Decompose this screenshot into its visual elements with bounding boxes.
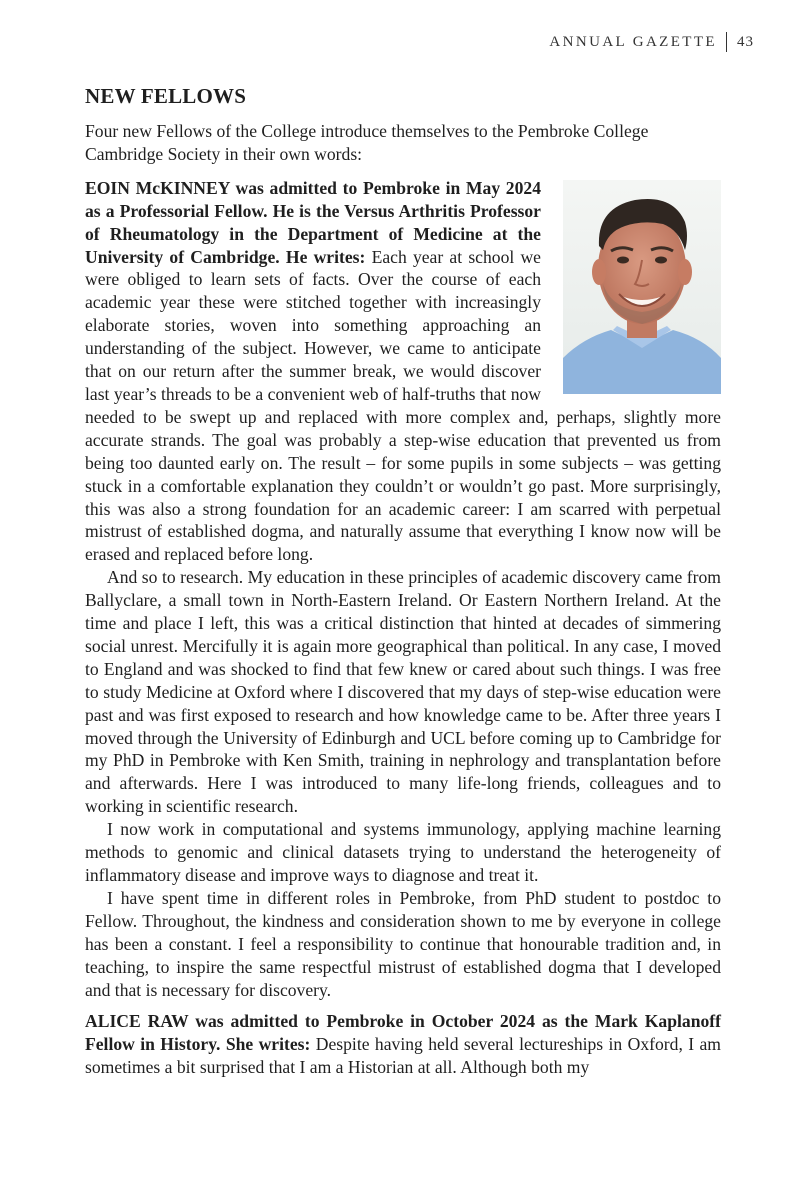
section-intro: Four new Fellows of the College introduce themselves to the Pembroke College Cambridge Society in their own words: [85, 121, 649, 164]
fellow-1-paragraph-3: I now work in computational and systems immunology, applying machine learning methods to genomic and clinical datasets trying to understand the heterogeneity of inflammatory disease and improve ways to diagnose and treat it. [85, 819, 721, 885]
fellow-portrait-photo [563, 180, 721, 394]
fellow-2-lead: ALICE RAW was admitted to Pembroke in October 2024 as the Mark Kaplanoff Fellow in History. She writes: [85, 1011, 721, 1055]
fellow-2-text-1: Despite having held several lectureships in Oxford, I am sometimes a bit surprised that I am a Historian at all. Although both my [85, 1034, 721, 1078]
section-title: NEW FELLOWS [85, 84, 247, 108]
page-number: 43 [737, 33, 754, 50]
portrait-illustration [563, 180, 721, 394]
header-divider [726, 32, 727, 52]
fellow-2-paragraph-1 [85, 1010, 721, 1079]
running-head [549, 32, 754, 52]
article [85, 82, 721, 1079]
fellow-1-text-1: Each year at school we were obliged to learn sets of facts. Over the course of each academic year these were stitched together with increasingly elaborate stories, woven into something approaching an understanding of the subject. However, we came to anticipate that on our return after the summer break, we would discover last year’s threads to be a convenient web of half-truths that now needed to be swept up and replaced with more complex and, perhaps, slightly more accurate strands. The goal was probably a step-wise education that prevented us from being too daunted early on. The result – for some pupils in some subjects – was getting stuck in a comfortable explanation they couldn’t or wouldn’t go past. More surprisingly, this was also a strong foundation for an academic career: I am scarred with perpetual mistrust of established dogma, and naturally assume that everything I know now will be erased and replaced before long. [85, 246, 721, 565]
fellow-1-lead: EOIN McKINNEY was admitted to Pembroke in May 2024 as a Professorial Fellow. He is the Versus Arthritis Professor of Rheumatology in the Department of Medicine at the University of Cambridge. He writes: [85, 177, 541, 267]
running-title: ANNUAL GAZETTE [549, 33, 717, 50]
fellow-1-paragraph-4: I have spent time in different roles in Pembroke, from PhD student to postdoc to Fellow. Throughout, the kindness and consideration shown to me by everyone in college has been a constant. I feel a responsibility to continue that honourable tradition and, in teaching, to inspire the same respectful mistrust of established dogma that I developed and that is necessary for discovery. [85, 887, 721, 1000]
fellow-1-paragraph-2: And so to research. My education in these principles of academic discovery came from Ballyclare, a small town in North-Eastern Ireland. Or Eastern Northern Ireland. At the time and place I left, this was a critical distinction that hinted at decades of simmering social unrest. Mercifully it is again more geographical than political. In any case, I moved to England and was shocked to find that few knew or cared about such things. I was free to study Medicine at Oxford where I discovered that my days of step-wise education were past and was first exposed to research and how knowledge came to be. After three years I moved through the University of Edinburgh and UCL before coming up to Cambridge for my PhD in Pembroke with Ken Smith, training in nephrology and transplantation before and afterwards. Here I was introduced to many life-long friends, colleagues and to working in scientific research. [85, 567, 721, 817]
